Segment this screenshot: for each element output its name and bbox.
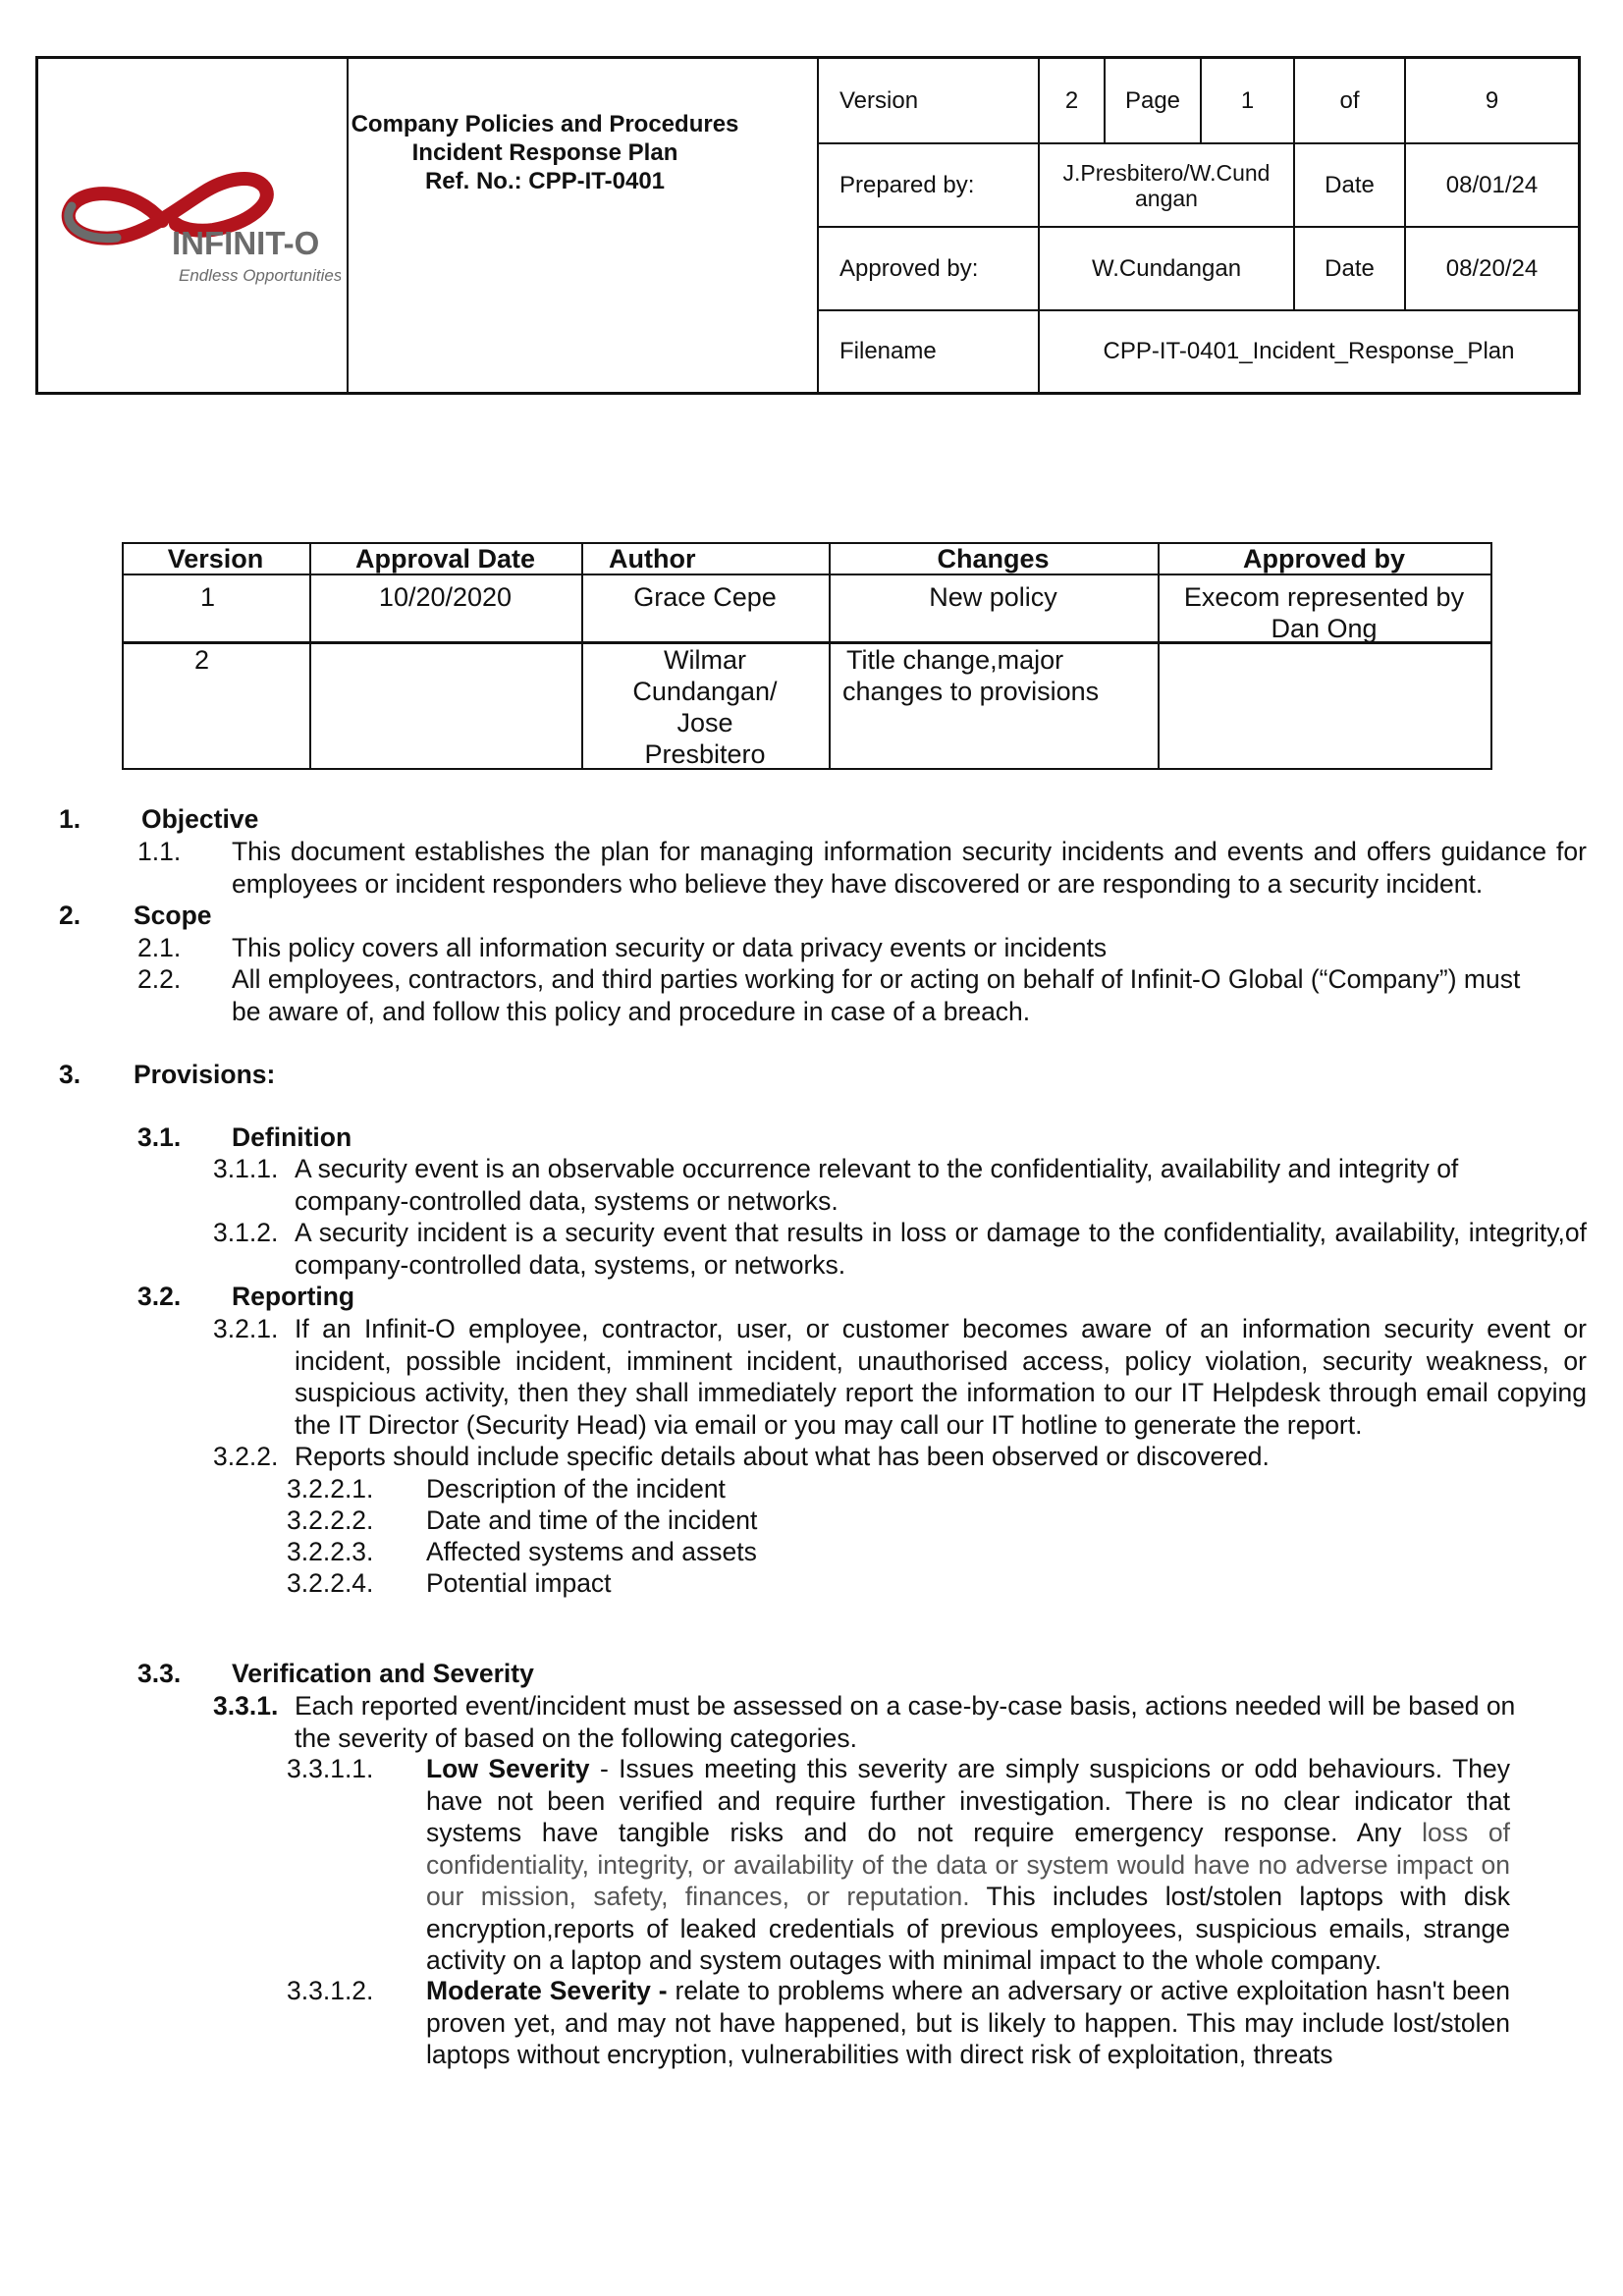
prepared-date-value: 08/01/24: [1445, 171, 1539, 198]
row1-author: Grace Cepe: [633, 582, 777, 612]
item-1-1-number: 1.1.: [137, 837, 182, 866]
list-item-number: 3.2.2.4.: [287, 1568, 374, 1598]
row2-author: [581, 644, 829, 770]
prepared-date-label: Date: [1325, 171, 1375, 198]
section-1-title: Objective: [141, 804, 259, 834]
item-2-1-number: 2.1.: [137, 933, 182, 962]
moderate-severity-text: relate to problems where an adversary or active exploitation hasn't been proven yet, and may not have happened, but is likely to happen. This may include lost/stolen laptops without encryption, vulnerabilities with direct risk of exploitation, threats: [426, 1976, 1510, 2069]
item-3-1-number: 3.1.: [137, 1122, 182, 1152]
title-line-2: Incident Response Plan: [411, 139, 678, 166]
low-severity-title: Low Severity: [426, 1754, 590, 1783]
document-title: [314, 110, 776, 195]
company-logo: [56, 167, 341, 295]
low-severity-text-grey: loss of confidentiality, integrity, or availability of the data or system would have no adverse impact on our mission, safety, finances, or reputation.: [426, 1818, 1510, 1911]
row2-author-line-4: Presbitero: [644, 739, 766, 769]
logo-wordmark: INFINIT-O: [172, 225, 320, 261]
low-severity-text-b: This includes lost/stolen laptops with disk encryption,reports of leaked credentials of previous employees, suspicious emails, strange activity on a laptop and system outages with minimal impact to the whole company.: [426, 1882, 1510, 1975]
page-label: Page: [1124, 86, 1181, 114]
prepared-by-label: Prepared by:: [839, 171, 975, 198]
row2-changes: [829, 644, 1158, 707]
row2-version: 2: [194, 645, 210, 675]
list-item-text: Description of the incident: [426, 1474, 726, 1503]
item-3-2-2-text: Reports should include specific details about what has been observed or discovered.: [295, 1442, 1270, 1471]
item-3-3-1-number: 3.3.1.: [213, 1691, 279, 1721]
col-header-version: Version: [167, 544, 264, 574]
col-header-approval-date: Approval Date: [354, 544, 536, 574]
row2-author-line-2: Cundangan/: [632, 677, 778, 706]
header-divider: [347, 59, 349, 392]
title-line-1: Company Policies and Procedures: [351, 111, 739, 137]
item-3-3-number: 3.3.: [137, 1659, 182, 1688]
item-3-1-title: Definition: [232, 1122, 352, 1152]
prepared-by-value: [1040, 144, 1293, 226]
filename-value: CPP-IT-0401_Incident_Response_Plan: [1103, 338, 1515, 364]
row1-approved-by: [1158, 581, 1490, 644]
list-item-number: 3.2.2.2.: [287, 1505, 374, 1535]
item-3-2-1-text: If an Infinit-O employee, contractor, user, or customer becomes aware of an information security event or incident, possible incident, imminent incident, unauthorised access, policy violation, security weakness, or suspicious activity, then they shall immediately report the information to our IT Helpdesk through email copying the IT Director (Security Head) via email or you may call our IT hotline to generate the report.: [295, 1314, 1587, 1440]
approved-date-label: Date: [1325, 254, 1375, 282]
row2-author-line-3: Jose: [676, 708, 733, 738]
document-header-table: [35, 56, 1581, 395]
row1-approved-by-line-1: Execom represented by: [1183, 582, 1465, 612]
item-3-3-1-1-text: [426, 1753, 1510, 1977]
table-rule: [1158, 542, 1160, 770]
table-rule: [309, 542, 311, 770]
item-3-2-number: 3.2.: [137, 1282, 182, 1311]
revision-history-table: [122, 542, 1492, 770]
item-3-3-1-1-number: 3.3.1.1.: [287, 1754, 374, 1783]
row2-changes-line-1: Title change,major: [846, 645, 1064, 675]
list-item-number: 3.2.2.1.: [287, 1474, 374, 1503]
col-header-changes: Changes: [937, 544, 1050, 574]
item-3-1-1-number: 3.1.1.: [213, 1154, 279, 1183]
prepared-by-line-1: J.Presbitero/W.Cund: [1062, 159, 1271, 186]
version-value: 2: [1064, 86, 1079, 114]
item-3-3-1-2-number: 3.3.1.2.: [287, 1976, 374, 2005]
moderate-severity-title: Moderate Severity -: [426, 1976, 668, 2005]
section-2-number: 2.: [59, 901, 81, 930]
filename-label: Filename: [839, 338, 937, 364]
col-header-approved-by: Approved by: [1242, 544, 1406, 574]
row1-date: 10/20/2020: [378, 582, 513, 612]
row2-author-line-1: Wilmar: [664, 645, 746, 675]
item-1-1-text: This document establishes the plan for managing information security incidents and events and offers guidance for employees or incident responders who believe they have discovered or are responding to a security incident.: [232, 837, 1587, 899]
item-3-1-2-number: 3.1.2.: [213, 1218, 279, 1247]
item-3-3-title: Verification and Severity: [232, 1659, 534, 1688]
item-3-1-2-text: A security incident is a security event that results in loss or damage to the confidentiality, availability, integrity,of company-controlled data, systems, or networks.: [295, 1218, 1587, 1280]
list-item-number: 3.2.2.3.: [287, 1537, 374, 1566]
list-item-text: Date and time of the incident: [426, 1505, 758, 1535]
item-3-2-2-number: 3.2.2.: [213, 1442, 279, 1471]
item-3-1-1-text: [295, 1153, 1532, 1217]
item-2-2-text: All employees, contractors, and third parties working for or acting on behalf of Infinit-O Global (“Company”) must be aware of, and follow this policy and procedure in case of a breach.: [232, 964, 1521, 1026]
infinity-logo-icon: [56, 167, 341, 295]
list-item-text: Affected systems and assets: [426, 1537, 757, 1566]
item-3-3-1-2-text: [426, 1975, 1510, 2071]
logo-tagline: Endless Opportunities: [179, 266, 341, 285]
section-2-title: Scope: [134, 901, 212, 930]
table-rule: [1490, 542, 1492, 770]
row1-changes: New policy: [929, 582, 1057, 612]
item-2-2-number: 2.2.: [137, 964, 182, 994]
row2-changes-line-2: changes to provisions: [842, 677, 1100, 706]
page-value: 1: [1240, 86, 1255, 114]
section-1-number: 1.: [59, 804, 81, 834]
total-pages-value: 9: [1485, 86, 1499, 114]
approved-by-label: Approved by:: [839, 254, 979, 282]
approved-by-value: W.Cundangan: [1091, 254, 1242, 282]
of-label: of: [1339, 86, 1360, 114]
item-3-2-1-number: 3.2.1.: [213, 1314, 279, 1343]
section-3-title: Provisions:: [134, 1060, 276, 1089]
item-2-1-text: This policy covers all information security or data privacy events or incidents: [232, 933, 1108, 962]
row1-approved-by-line-2: Dan Ong: [1271, 614, 1378, 643]
title-ref-number: Ref. No.: CPP-IT-0401: [424, 168, 666, 194]
col-header-author: Author: [609, 544, 696, 574]
row1-version: 1: [200, 582, 216, 612]
prepared-by-line-2: angan: [1135, 185, 1198, 211]
list-item-text: Potential impact: [426, 1568, 612, 1598]
item-3-2-title: Reporting: [232, 1282, 355, 1311]
item-3-1-1-body: A security event is an observable occurrence relevant to the confidentiality, availability and integrity of company-controlled data, systems or networks.: [295, 1154, 1459, 1216]
approved-date-value: 08/20/24: [1445, 254, 1539, 282]
section-3-number: 3.: [59, 1060, 81, 1089]
version-label: Version: [839, 86, 919, 114]
item-3-3-1-text: Each reported event/incident must be assessed on a case-by-case basis, actions needed will be based on the severity of based on the following categories.: [295, 1691, 1516, 1753]
low-severity-text-a: - Issues meeting this severity are simply suspicions or odd behaviours. They have not been verified and require further investigation. There is no clear indicator that systems have tangible risks and do not require emergency response. Any: [426, 1754, 1510, 1847]
